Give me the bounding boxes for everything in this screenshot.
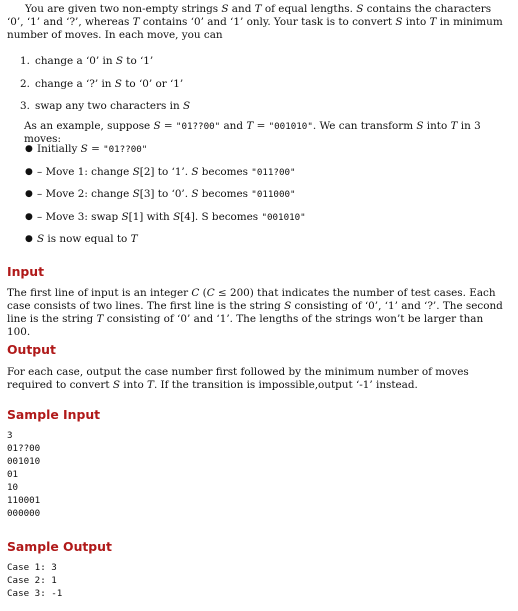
intro-text: You are given two non-empty strings (25, 3, 222, 15)
var-s: S (356, 3, 364, 15)
input-heading: Input (7, 264, 45, 279)
list-item: ● – Move 2: change S[3] to ‘0’. S becomes "011000" (25, 188, 306, 211)
code-line: 01??00 (7, 443, 41, 454)
bullet-icon: ● (25, 189, 33, 199)
var-t: T (429, 16, 437, 28)
sample-input-block (7, 429, 40, 520)
intro-text: in minimum number of moves. In each move, you can (7, 16, 503, 41)
intro-text: of equal lengths. (261, 3, 357, 15)
moves-list (20, 55, 190, 123)
var-s: S (221, 3, 229, 15)
list-item: 1. change a ‘0’ in S to ‘1’ (20, 55, 154, 67)
code-line: Case 1: 3 (7, 562, 57, 573)
input-paragraph: The first line of input is an integer C (C ≤ 200) that indicates the number of test cases. Each case consists of two lines. The first line is the string S consisting of ‘0’, ‘1’ and ‘?’. The second line is the string T consisting of ‘0’ and ‘1’. The lengths of the strings won’t be larger than 100. (7, 287, 503, 338)
code-line: 000000 (7, 508, 41, 519)
bullet-icon: ● (25, 211, 33, 222)
bullet-icon: ● (25, 144, 33, 154)
var-s: S (395, 16, 403, 28)
list-item: ● – Move 1: change S[2] to ‘1’. S becomes "011?00" (25, 166, 306, 189)
code-line: Case 2: 1 (7, 575, 57, 586)
sample-output-block (7, 561, 62, 600)
list-item: 3. swap any two characters in S (20, 100, 191, 112)
code-line: 01 (7, 469, 19, 480)
intro-text: contains the characters ‘0’, ‘1’ and ‘?’, whereas (7, 3, 492, 28)
bullet-icon: ● (25, 234, 33, 244)
list-item: 2. change a ‘?’ in S to ‘0’ or ‘1’ (20, 77, 184, 90)
list-item: ● S is now equal to T (25, 233, 306, 256)
bullet-icon: ● (25, 166, 33, 177)
example-paragraph: As an example, suppose S = "01??00" and T = "001010". We can transform S into T in 3 moves: (24, 120, 481, 145)
code-line: 10 (7, 482, 19, 493)
intro-text: and (228, 3, 255, 15)
intro-text: contains ‘0’ and ‘1’ only. Your task is to convert (139, 16, 396, 28)
output-paragraph: For each case, output the case number first followed by the minimum number of moves required to convert S into T. If the transition is impossible,output ‘-1’ instead. (7, 366, 469, 391)
var-t: T (132, 16, 140, 28)
code-line: 3 (7, 430, 13, 441)
intro-text: into (402, 16, 430, 28)
intro-paragraph (7, 3, 507, 42)
var-t: T (254, 3, 262, 15)
code-line: 110001 (7, 495, 41, 506)
steps-list (25, 143, 306, 256)
list-item: ● Initially S = "01??00" (25, 143, 306, 166)
output-heading: Output (7, 342, 56, 357)
sample-output-heading: Sample Output (7, 539, 112, 554)
code-line: Case 3: -1 (7, 588, 63, 599)
list-item: ● – Move 3: swap S[1] with S[4]. S becomes "001010" (25, 211, 306, 234)
code-line: 001010 (7, 456, 41, 467)
sample-input-heading: Sample Input (7, 407, 101, 422)
